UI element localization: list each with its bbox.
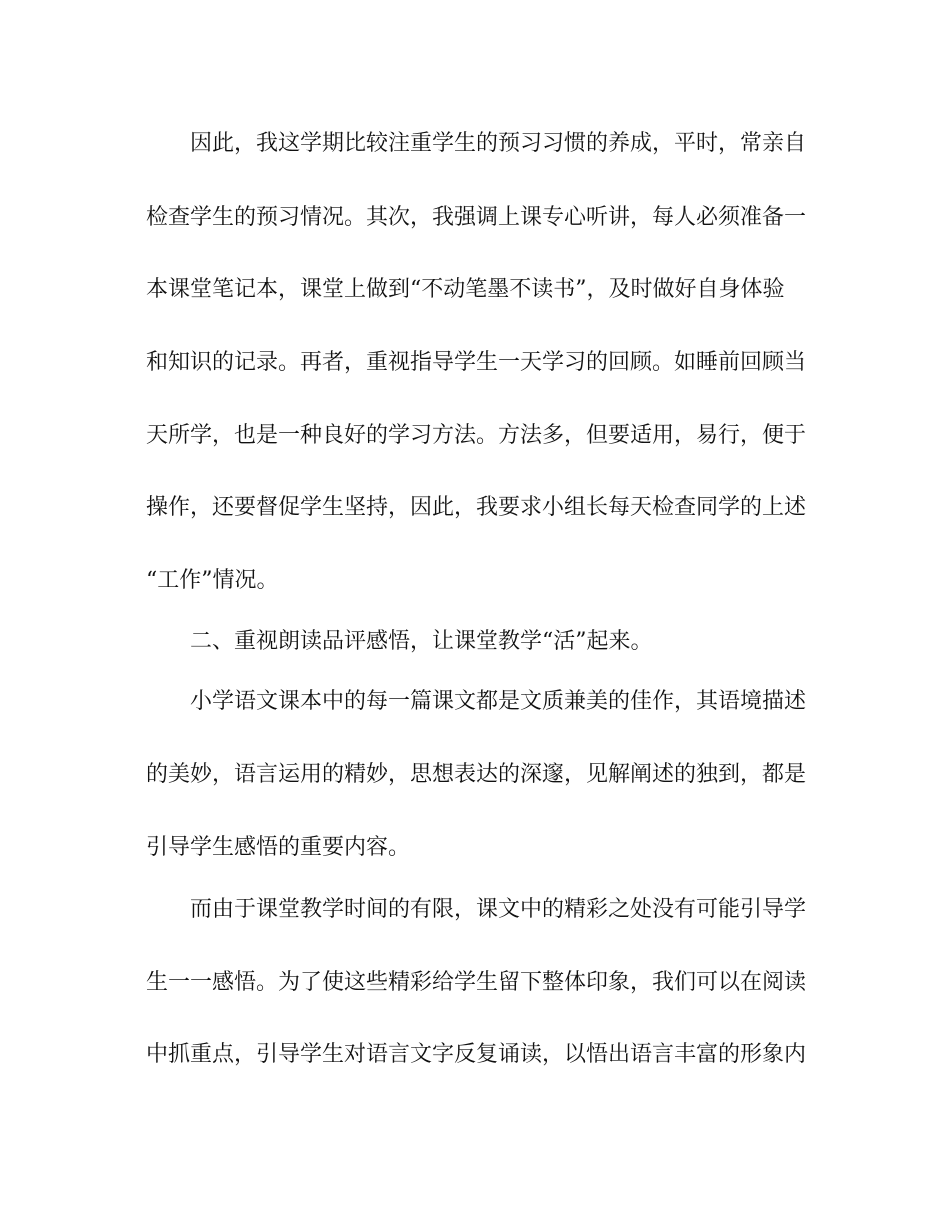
text-line: 小学语文课本中的每一篇课文都是文质兼美的佳作，其语境描述 [190, 689, 807, 714]
text-line: “工作”情况。 [146, 568, 279, 593]
text-line: 生一一感悟。为了使这些精彩给学生留下整体印象，我们可以在阅读 [146, 970, 807, 995]
text-line: 的美妙，语言运用的精妙，思想表达的深邃，见解阐述的独到，都是 [146, 762, 807, 787]
text-line: 操作，还要督促学生坚持，因此，我要求小组长每天检查同学的上述 [146, 495, 807, 520]
text-line: 本课堂笔记本，课堂上做到“不动笔墨不读书”，及时做好自身体验 [146, 277, 785, 302]
text-line: 检查学生的预习情况。其次，我强调上课专心听讲，每人必须准备一 [146, 205, 807, 230]
text-line: 和知识的记录。再者，重视指导学生一天学习的回顾。如睡前回顾当 [146, 350, 807, 375]
text-line: 而由于课堂教学时间的有限，课文中的精彩之处没有可能引导学 [190, 897, 807, 922]
text-line: 天所学，也是一种良好的学习方法。方法多，但要适用，易行，便于 [146, 423, 807, 448]
text-line: 中抓重点，引导学生对语言文字反复诵读，以悟出语言丰富的形象内 [146, 1042, 807, 1067]
section-heading: 二、重视朗读品评感悟，让课堂教学“活”起来。 [190, 629, 653, 654]
text-line: 因此，我这学期比较注重学生的预习习惯的养成，平时，常亲自 [190, 131, 807, 156]
text-line: 引导学生感悟的重要内容。 [146, 835, 411, 860]
